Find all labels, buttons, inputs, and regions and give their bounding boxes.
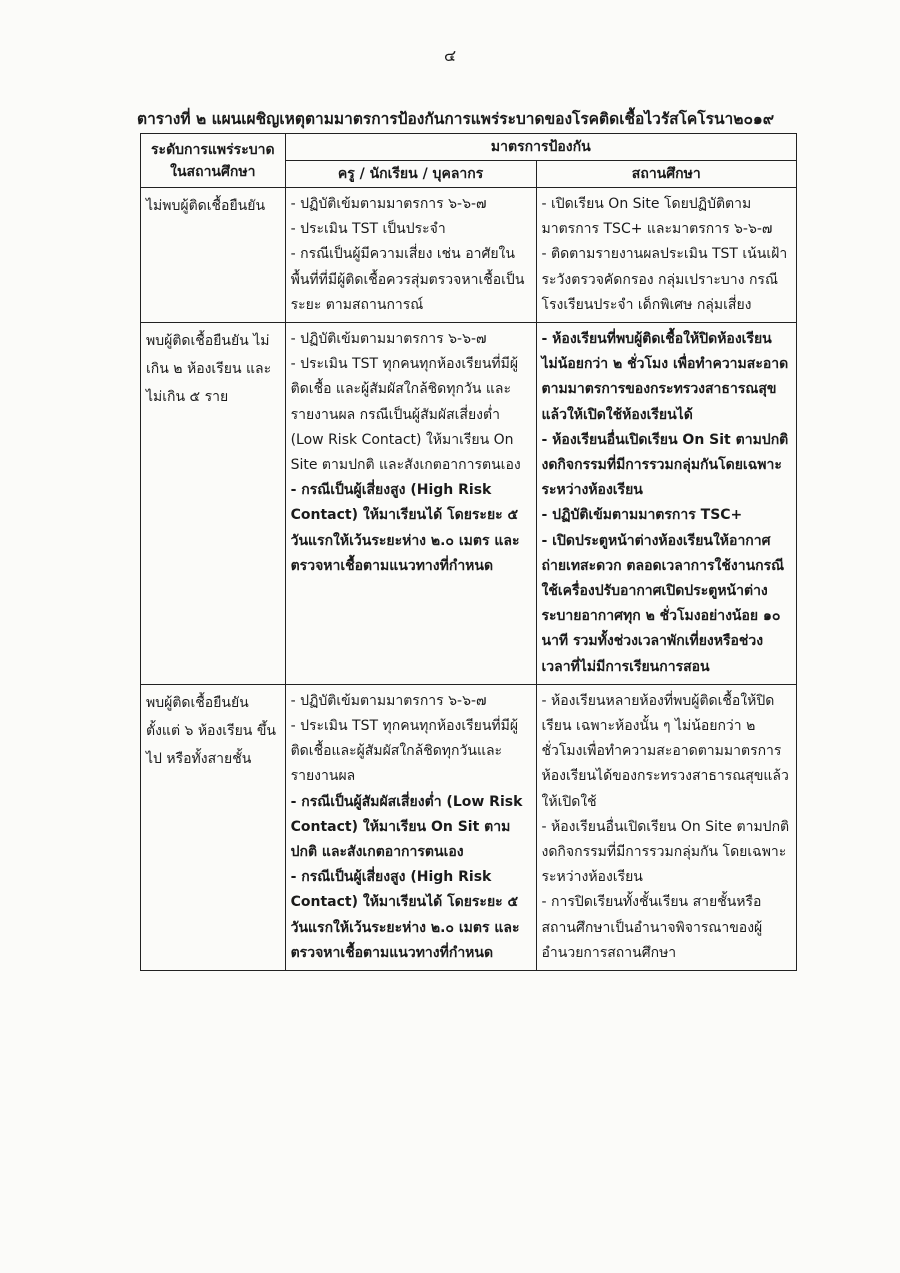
measure-item: - ประเมิน TST ทุกคนทุกห้องเรียนที่มีผู้ติดเชื้อและผู้สัมผัสใกล้ชิดทุกวันและรายงานผล [290,718,519,785]
cell-school [536,684,797,970]
measure-item: - กรณีเป็นผู้เสี่ยงสูง (High Risk Contact) ให้มาเรียนได้ โดยระยะ ๕ วันแรกให้เว้นระยะห่าง ๒.๐ เมตร และตรวจหาเชื้อตามแนวทางที่กำหนด [290,482,520,574]
measure-item: - ห้องเรียนอื่นเปิดเรียน On Site ตามปกติ งดกิจกรรมที่มีการรวมกลุ่มกัน โดยเฉพาะระหว่างห้องเรียน [541,818,790,886]
cell-level: พบผู้ติดเชื้อยืนยัน ไม่เกิน ๒ ห้องเรียน และไม่เกิน ๕ ราย [141,323,286,685]
measure-item: - ปฏิบัติเข้มตามมาตรการ TSC+ [541,507,743,524]
table-row [141,323,797,685]
cell-school [536,188,797,323]
cell-people [285,323,536,685]
cell-people [285,188,536,323]
header-people: ครู / นักเรียน / บุคลากร [285,161,536,188]
measure-item: - ปฏิบัติเข้มตามมาตรการ ๖-๖-๗ [290,196,487,212]
measure-item: - การปิดเรียนทั้งชั้นเรียน สายชั้นหรือสถานศึกษาเป็นอำนาจพิจารณาของผู้อำนวยการสถานศึกษา [541,894,763,961]
header-measures: มาตรการป้องกัน [285,134,796,161]
measure-item: - ปฏิบัติเข้มตามมาตรการ ๖-๖-๗ [290,692,487,709]
table-row [141,188,797,323]
measures-table [140,133,797,971]
measure-item: - กรณีเป็นผู้เสี่ยงสูง (High Risk Contact) ให้มาเรียนได้ โดยระยะ ๕ วันแรกให้เว้นระยะห่าง ๒.๐ เมตร และตรวจหาเชื้อตามแนวทางที่กำหนด [290,869,520,961]
page-number: ๔ [443,46,457,65]
measure-item: - ประเมิน TST ทุกคนทุกห้องเรียนที่มีผู้ติดเชื้อ และผู้สัมผัสใกล้ชิดทุกวัน และรายงานผล กรณีเป็นผู้สัมผัสเสี่ยงต่ำ (Low Risk Contact) ให้มาเรียน On Site ตามปกติ และสังเกตอาการตนเอง [290,356,521,474]
table-title: ตารางที่ ๒ แผนเผชิญเหตุตามมาตรการป้องกันการแพร่ระบาดของโรคติดเชื้อไวรัสโคโรนา๒๐๑๙ [137,110,775,128]
measure-item: - ห้องเรียนอื่นเปิดเรียน On Sit ตามปกติ งดกิจกรรมที่มีการรวมกลุ่มกันโดยเฉพาะระหว่างห้องเรียน [541,431,789,499]
cell-level: ไม่พบผู้ติดเชื้อยืนยัน [141,188,286,323]
measure-item: - ห้องเรียนหลายห้องที่พบผู้ติดเชื้อให้ปิดเรียน เฉพาะห้องนั้น ๆ ไม่น้อยกว่า ๒ ชั่วโมงเพื่อทำความสะอาดตามมาตรการ ห้องเรียนได้ของกระทรวงสาธารณสุขแล้วให้เปิดใช้ [541,692,789,810]
measure-item: - ติดตามรายงานผลประเมิน TST เน้นเฝ้าระวังตรวจคัดกรอง กลุ่มเปราะบาง กรณีโรงเรียนประจำ เด็กพิเศษ กลุ่มเสี่ยง [541,246,788,313]
measure-item: - กรณีเป็นผู้สัมผัสเสี่ยงต่ำ (Low Risk Contact) ให้มาเรียน On Sit ตามปกติ และสังเกตอาการตนเอง [290,793,523,861]
measure-item: - เปิดเรียน On Site โดยปฏิบัติตามมาตรการ TSC+ และมาตรการ ๖-๖-๗ [541,196,773,238]
measure-item: - ประเมิน TST เป็นประจำ [290,221,446,238]
cell-level: พบผู้ติดเชื้อยืนยัน ตั้งแต่ ๖ ห้องเรียน ขึ้นไป หรือทั้งสายชั้น [141,684,286,970]
measure-item: - ห้องเรียนที่พบผู้ติดเชื้อให้ปิดห้องเรียน ไม่น้อยกว่า ๒ ชั่วโมง เพื่อทำความสะอาด ตามมาตรการของกระทรวงสาธารณสุข แล้วให้เปิดใช้ห้องเรียนได้ [541,331,789,423]
header-school: สถานศึกษา [536,161,797,188]
table-row [141,684,797,970]
measure-item: - กรณีเป็นผู้มีความเสี่ยง เช่น อาศัยในพื้นที่ที่มีผู้ติดเชื้อควรสุ่มตรวจหาเชื้อเป็นระยะ ตามสถานการณ์ [290,246,525,313]
cell-people [285,684,536,970]
measure-item: - เปิดประตูหน้าต่างห้องเรียนให้อากาศถ่ายเทสะดวก ตลอดเวลาการใช้งานกรณีใช้เครื่องปรับอากาศเปิดประตูหน้าต่างระบายอากาศทุก ๒ ชั่วโมงอย่างน้อย ๑๐ นาที รวมทั้งช่วงเวลาพักเที่ยงหรือช่วงเวลาที่ไม่มีการเรียนการสอน [541,532,785,675]
measure-item: - ปฏิบัติเข้มตามมาตรการ ๖-๖-๗ [290,331,487,348]
header-level: ระดับการแพร่ระบาด ในสถานศึกษา [141,134,286,188]
cell-school [536,323,797,685]
